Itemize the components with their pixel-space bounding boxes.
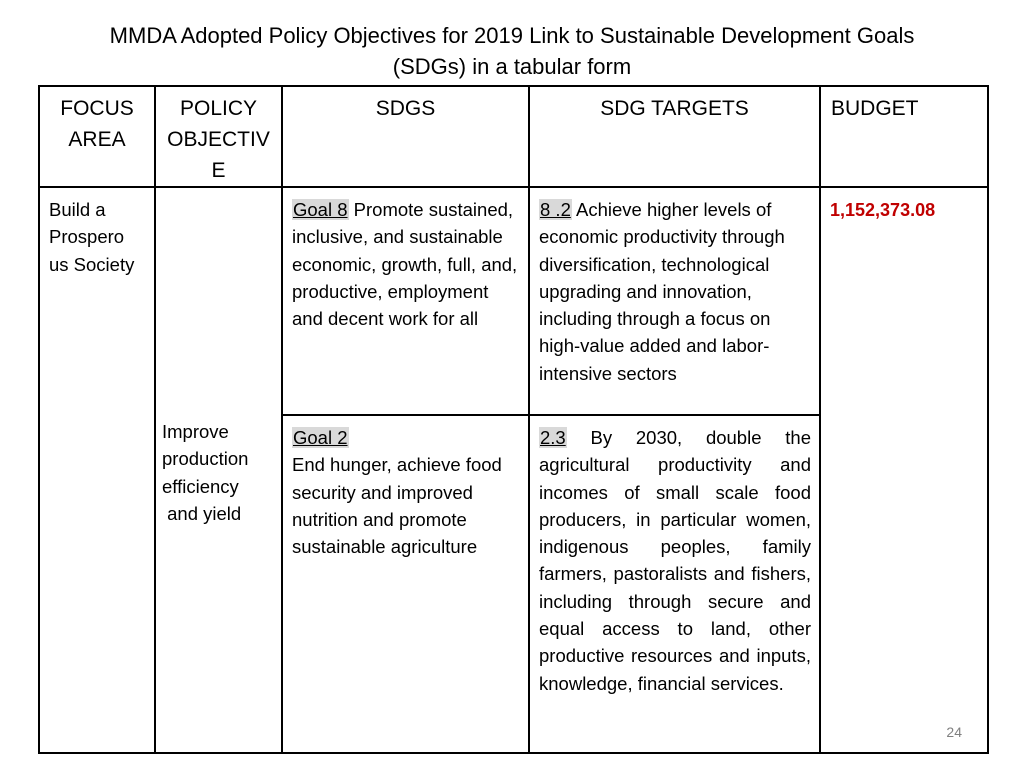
budget-value: 1,152,373.08 [830,200,936,220]
target-2-3-cell [529,415,820,753]
target-2-3-text: By 2030, double the agricultural productivity and incomes of small scale food producers, in particular women, indigenous peoples, family farmers, pastoralists and fishers, including through secure and equal access to land, other productive resources and inputs, knowledge, financial services. [539,427,811,694]
header-row [39,86,988,187]
header-focus-area: FOCUS AREA [39,86,155,187]
sdg-goal-2-cell [282,415,529,753]
target-8-2-text: Achieve higher levels of economic productivity through diversification, technological upgrading and innovation, including through a focus on high-value added and labor-intensive sectors [539,199,785,384]
page-number: 24 [946,724,962,740]
title-line-2: (SDGs) in a tabular form [392,54,632,79]
target-8-2-label: 8 .2 [540,199,571,220]
focus-area-cell: Build a Prospero us Society [39,187,155,753]
header-sdgs: SDGS [282,86,529,187]
sdg-goal-8-cell [282,187,529,415]
target-2-3-label: 2.3 [540,427,566,448]
header-sdg-targets: SDG TARGETS [529,86,820,187]
table-row [39,187,988,415]
target-8-2-cell [529,187,820,415]
budget-cell [820,187,988,753]
goal-2-label: Goal 2 [293,427,348,448]
page-title [60,20,964,82]
goal-2-text: End hunger, achieve food security and improved nutrition and promote sustainable agriculture [292,454,502,558]
header-policy-objective: POLICY OBJECTIV E [155,86,282,187]
title-line-1: MMDA Adopted Policy Objectives for 2019 Link to Sustainable Development Goals [109,23,915,48]
goal-8-label: Goal 8 [293,199,348,220]
header-budget: BUDGET [820,86,988,187]
goal-8-text: Promote sustained, inclusive, and sustainable economic, growth, full, and, productive, employment and decent work for all [292,199,518,330]
policy-objective-cell: Improve production efficiency and yield [155,187,282,753]
policy-table [38,85,989,754]
